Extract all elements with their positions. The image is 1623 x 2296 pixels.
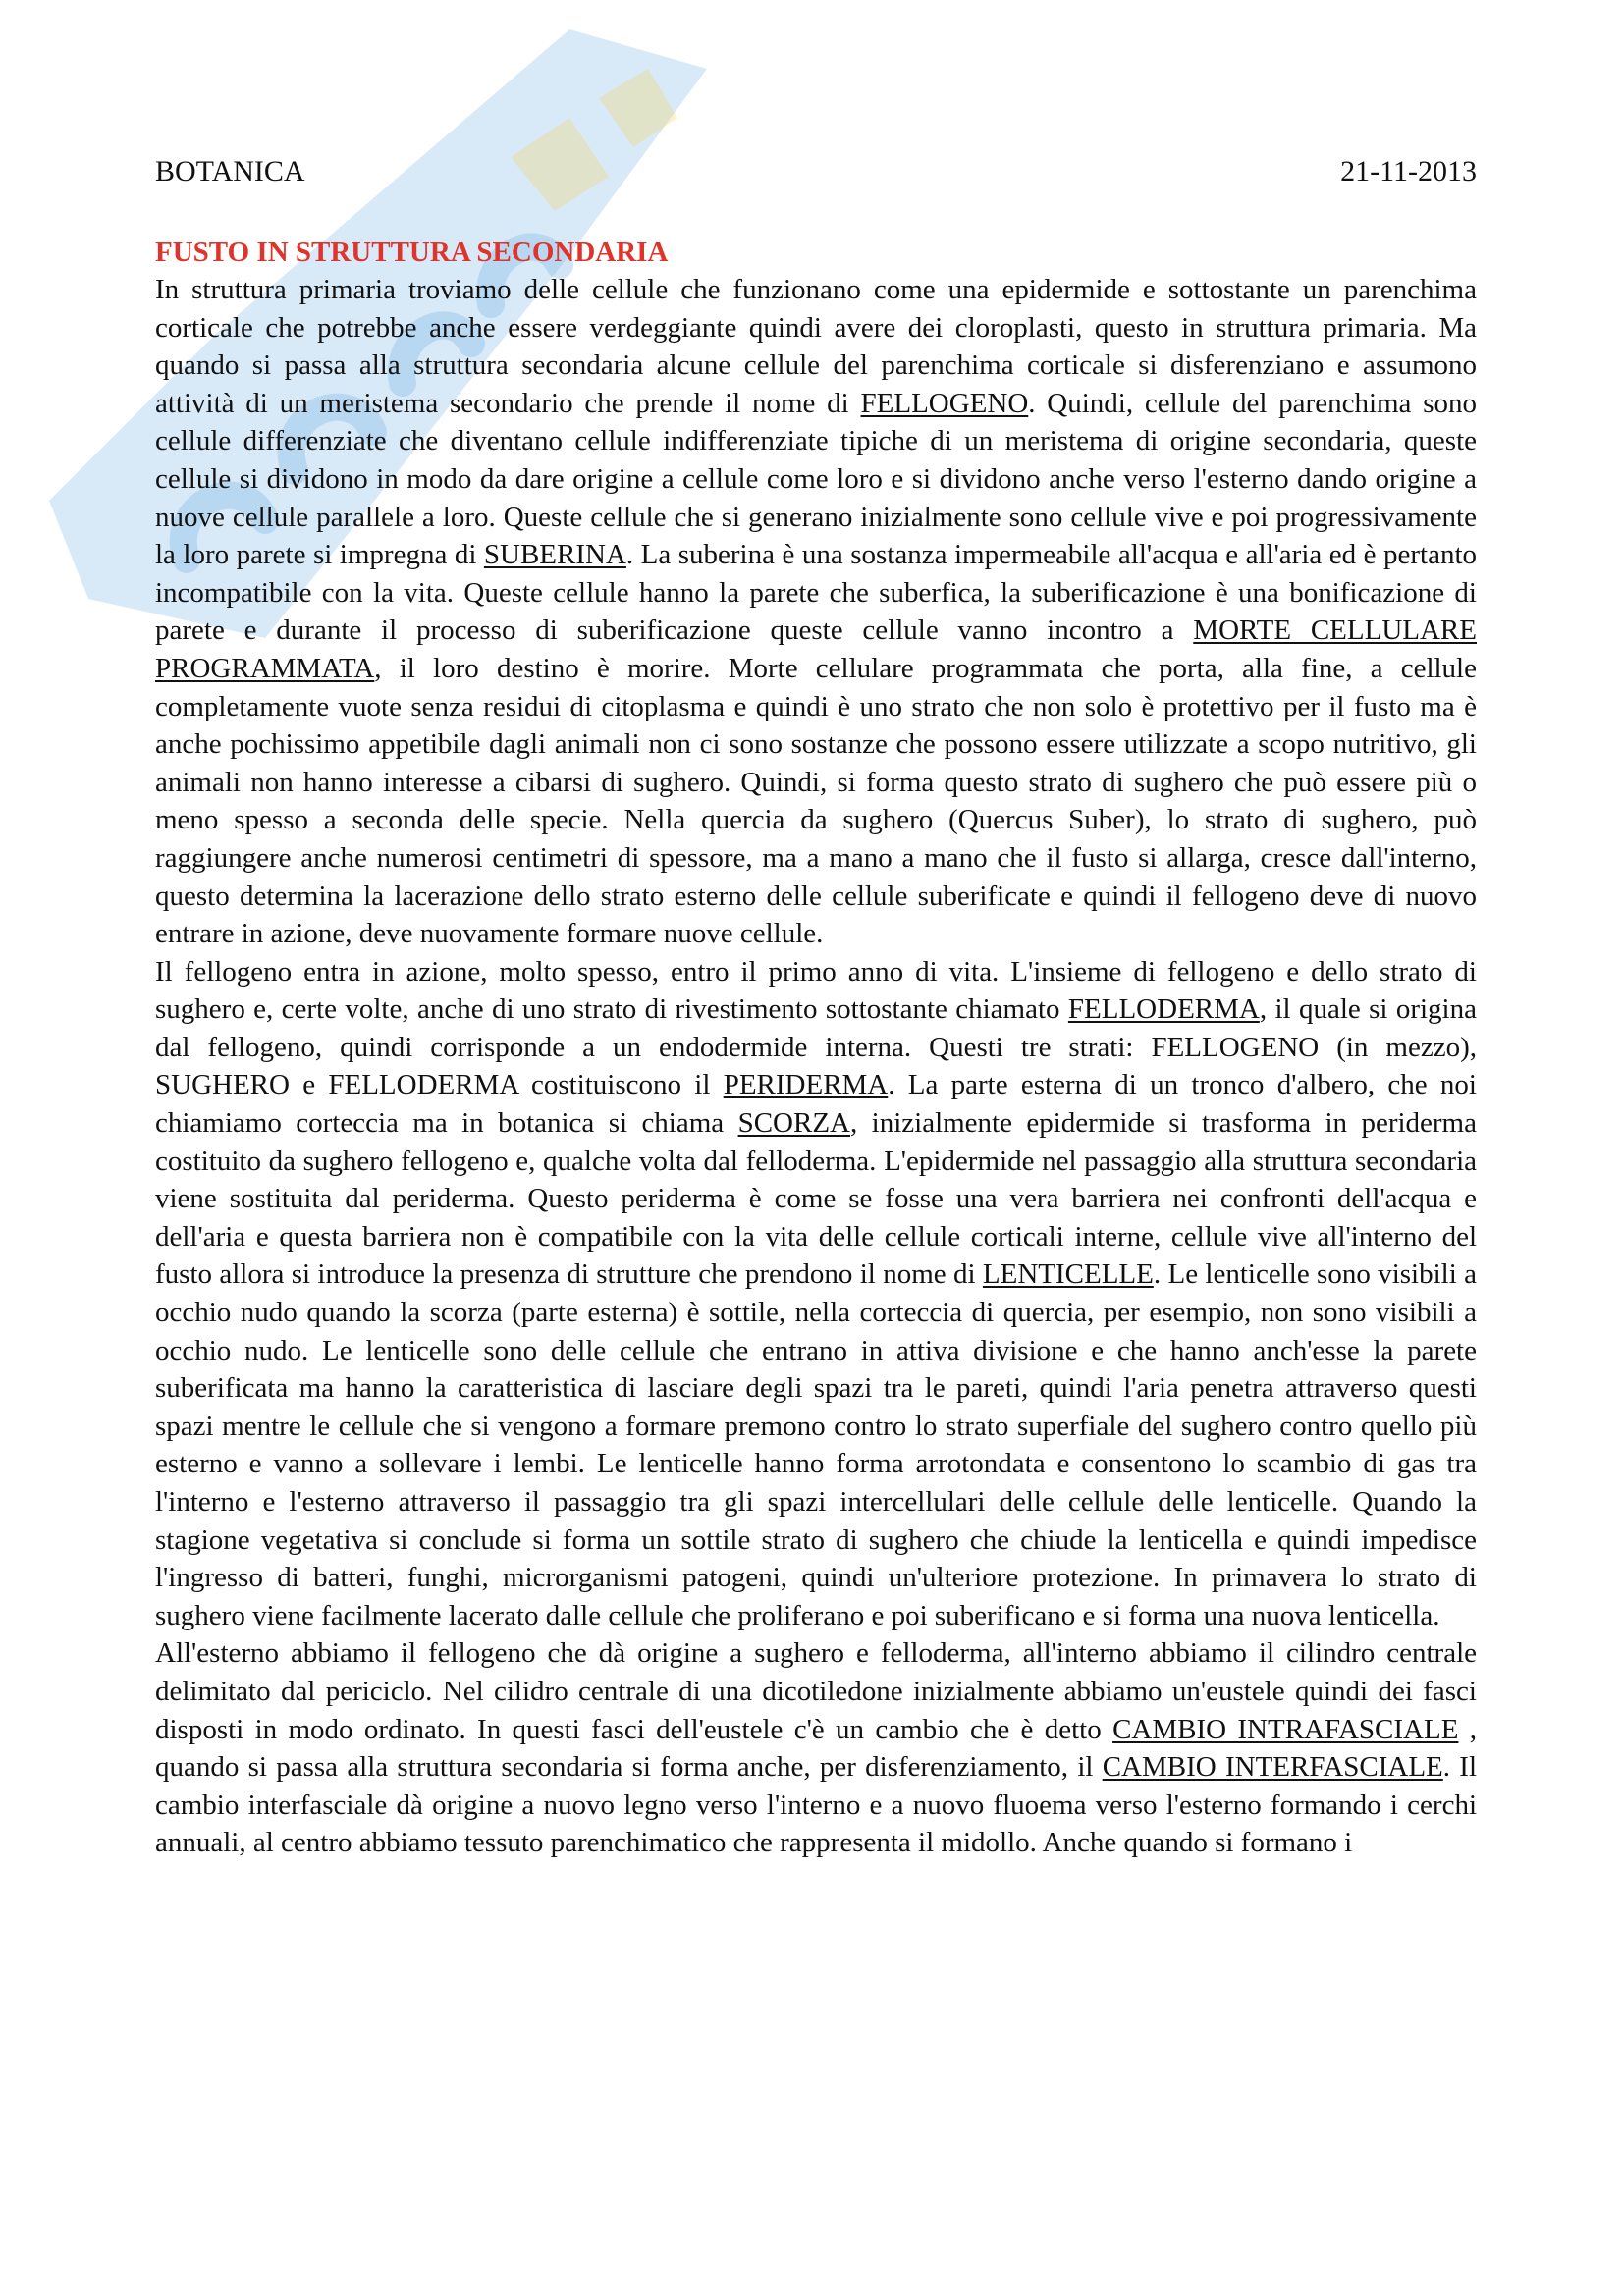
text-run: . Le lenticelle sono visibili a occhio nudo quando la scorza (parte esterna) è sottile, nella corteccia di quercia, per esempio, non sono visibili a occhio nudo. Le lenticelle sono delle cellule che entrano in attiva divisione e che hanno anch'esse la parete suberificata ma hanno la caratteristica di lasciare degli spazi tra le pareti, quindi l'aria penetra attraverso questi spazi mentre le cellule che si vengono a formare premono contro lo strato superfiale del sughero contro quello più esterno e vanno a sollevare i lembi. Le lenticelle hanno forma arrotondata e consentono lo scambio di gas tra l'interno e l'esterno attraverso il passaggio tra gli spazi intercellulari delle cellule delle lenticelle. Quando la stagione vegetativa si conclude si forma un sottile strato di sughero che chiude la lenticella e quindi impedisce l'ingresso di batteri, funghi, microrganismi patogeni, quindi un'ulteriore protezione. In primavera lo strato di sughero viene facilmente lacerato dalle cellule che proliferano e poi suberificano e si forma una nuova lenticella. xyxy=(155,1258,1477,1631)
keyword-suberina: SUBERINA xyxy=(483,539,626,571)
paragraph-3 xyxy=(155,1634,1477,1862)
keyword-morte-cellulare: MORTE CELLULARE PROGRAMMATA xyxy=(155,614,1477,684)
keyword-cambio-interfasciale: CAMBIO INTERFASCIALE xyxy=(1102,1751,1443,1784)
section-title: FUSTO IN STRUTTURA SECONDARIA xyxy=(155,237,669,268)
paragraph-2 xyxy=(155,953,1477,1635)
text-run: . La suberina è una sostanza impermeabile all'acqua e all'aria ed è pertanto incompatibile con la vita. Queste cellule hanno la parete che suberfica, la suberificazione è una bonificazione di parete e durante il processo di suberificazione queste cellule vanno incontro a xyxy=(155,539,1478,647)
keyword-fellogeno: FELLOGENO xyxy=(860,387,1029,419)
text-run: . Quindi, cellule del parenchima sono cellule differenziate che diventano cellule indifferenziate tipiche di un meristema di origine secondaria, queste cellule si dividono in modo da dare origine a cellule come loro e si dividono anche verso l'esterno dando origine a nuove cellule parallele a loro. Queste cellule che si generano inizialmente sono cellule vive e poi progressivamente la loro parete si impregna di xyxy=(155,387,1477,571)
keyword-cambio-intrafasciale: CAMBIO INTRAFASCIALE xyxy=(1112,1713,1459,1745)
text-run: , il quale si origina dal fellogeno, quindi corrisponde a un endodermide interna. Questi tre strati: FELLOGENO (in mezzo), SUGHERO e FELLODERMA costituiscono il xyxy=(155,993,1477,1101)
document-header xyxy=(155,153,1477,190)
text-run: Il fellogeno entra in azione, molto spesso, entro il primo anno di vita. L'insieme di fellogeno e dello strato di sughero e, certe volte, anche di uno strato di rivestimento sottostante chiamato xyxy=(155,955,1477,1026)
text-run: . Il cambio interfasciale dà origine a nuovo legno verso l'interno e a nuovo fluoema verso l'esterno formando i cerchi annuali, al centro abbiamo tessuto parenchimatico che rappresenta il midollo. Anche quando si formano i xyxy=(155,1751,1478,1859)
header-date: 21-11-2013 xyxy=(1340,155,1477,187)
keyword-periderma: PERIDERMA xyxy=(723,1069,889,1101)
text-run: , inizialmente epidermide si trasforma in periderma costituito da sughero fellogeno e, qualche volta dal felloderma. L'epidermide nel passaggio alla struttura secondaria viene sostituita dal periderma. Questo periderma è come se fosse una vera barriera nei confronti dell'acqua e dell'aria e questa barriera non è compatibile con la vita delle cellule corticali interne, cellule vive all'interno del fusto allora si introduce la presenza di strutture che prendono il nome di xyxy=(155,1107,1477,1291)
text-run: , il loro destino è morire. Morte cellulare programmata che porta, alla fine, a cellule completamente vuote senza residui di citoplasma e quindi è uno strato che non solo è protettivo per il fusto ma è anche pochissimo appetibile dagli animali non ci sono sostanze che possono essere utilizzate a scopo nutritivo, gli animali non hanno interesse a cibarsi di sughero. Quindi, si forma questo strato di sughero che può essere più o meno spesso a seconda delle specie. Nella quercia da sughero (Quercus Suber), lo strato di sughero, può raggiungere anche numerosi centimetri di spessore, ma a mano a mano che il fusto si allarga, cresce dall'interno, questo determina la lacerazione dello strato esterno delle cellule suberificate e quindi il fellogeno deve di nuovo entrare in azione, deve nuovamente formare nuove cellule. xyxy=(155,652,1477,950)
document-body xyxy=(155,137,1477,1862)
keyword-scorza: SCORZA xyxy=(737,1107,850,1140)
keyword-lenticelle: LENTICELLE xyxy=(982,1258,1154,1291)
header-subject: BOTANICA xyxy=(155,155,305,187)
keyword-felloderma: FELLODERMA xyxy=(1067,993,1260,1026)
text-run: . La parte esterna di un tronco d'albero, che noi chiamiamo corteccia ma in botanica si chiama xyxy=(155,1069,1477,1140)
text-run: In struttura primaria troviamo delle cellule che funzionano come una epidermide e sottostante un parenchima corticale che potrebbe anche essere verdeggiante quindi avere dei cloroplasti, questo in struttura primaria. Ma quando si passa alla struttura secondaria alcune cellule del parenchima corticale si disferenziano e assumono attività di un meristema secondario che prende il nome di xyxy=(155,274,1477,419)
text-run: , quando si passa alla struttura secondaria si forma anche, per disferenziamento, il xyxy=(155,1713,1477,1784)
paragraph-1 xyxy=(155,271,1477,953)
text-run: All'esterno abbiamo il fellogeno che dà origine a sughero e felloderma, all'interno abbiamo il cilindro centrale delimitato dal periciclo. Nel cilidro centrale di una dicotiledone inizialmente abbiamo un'eustele quindi dei fasci disposti in modo ordinato. In questi fasci dell'eustele c'è un cambio che è detto xyxy=(155,1637,1477,1745)
